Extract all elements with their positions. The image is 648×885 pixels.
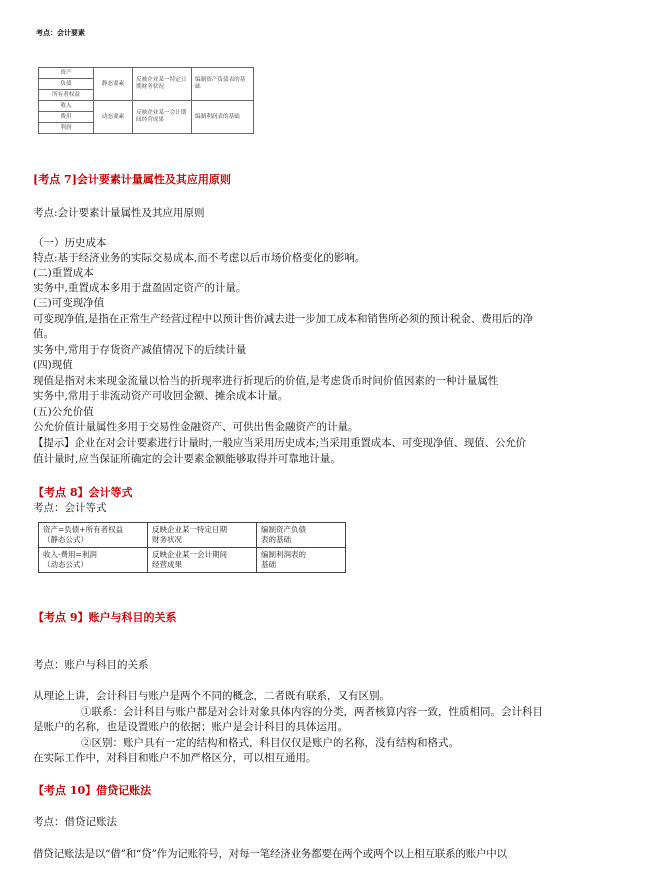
table-cell: 静态要素	[94, 68, 133, 101]
table-cell: 费用	[39, 112, 94, 123]
table-cell: 所有者权益	[39, 90, 94, 101]
table-cell: 负债	[39, 79, 94, 90]
text-line: 是账户的名称，也是设置账户的依据；账户是会计科目的具体运用。	[33, 721, 348, 733]
table-cell: 利润	[39, 123, 94, 134]
cell-line: 编制利润表的	[261, 550, 306, 559]
cell-line: 编制资产负债	[261, 525, 306, 534]
table-cell: 编制资产负债表的基础	[192, 68, 254, 101]
text-line: ①联系：会计科目与账户都是对会计对象具体内容的分类，两者核算内容一致，性质相同。会计科目	[81, 706, 543, 718]
table-cell: 动态要素	[94, 101, 133, 134]
text-line: 从理论上讲，会计科目与账户是两个不同的概念，二者既有联系，又有区别。	[33, 690, 390, 702]
table-cell	[257, 548, 346, 573]
text-line: (三)可变现净值	[33, 297, 105, 309]
section-sub-7: 考点:会计要素计量属性及其应用原则	[33, 207, 205, 219]
text-line: 公允价值计量属性多用于交易性金融资产、可供出售金融资产的计量。	[33, 421, 359, 433]
section-sub-8: 考点：会计等式	[33, 502, 107, 514]
table-cell	[39, 523, 148, 548]
cell-line: 表的基础	[261, 535, 291, 544]
cell-line: 财务状况	[152, 535, 182, 544]
cell-line: （动态公式）	[43, 560, 88, 569]
text-line: (四)现值	[33, 359, 73, 371]
section-heading-8: 【考点 8】会计等式	[33, 486, 133, 499]
cell-line: 经营成果	[152, 560, 182, 569]
cell-line: 反映企业某一特定日期	[152, 525, 227, 534]
section-heading-10: 【考点 10】借贷记账法	[33, 784, 152, 797]
cell-line: 收入-费用=利润	[43, 550, 97, 559]
text-line: 实务中,常用于存货资产减值情况下的后续计量	[33, 344, 247, 356]
table-cell	[39, 548, 148, 573]
text-line: 值。	[33, 328, 54, 340]
text-line: (二)重置成本	[33, 267, 94, 279]
text-line: ②区别：账户具有一定的结构和格式，科目仅仅是账户的名称，没有结构和格式。	[81, 737, 459, 749]
section-heading-9: 【考点 9】账户与科目的关系	[33, 611, 177, 624]
table-cell	[257, 523, 346, 548]
section-label: 考点：会计要素	[36, 28, 85, 37]
equation-table	[38, 522, 346, 573]
table-cell: 反映企业某一会计期间经营成果	[133, 101, 192, 134]
text-line: 特点:基于经济业务的实际交易成本,而不考虑以后市场价格变化的影响。	[33, 252, 366, 264]
cell-line: （静态公式）	[43, 535, 88, 544]
text-line: (五)公允价值	[33, 406, 94, 418]
section-heading-7: [考点 7]会计要素计量属性及其应用原则	[33, 173, 231, 186]
cell-line: 基础	[261, 560, 276, 569]
section-sub-10: 考点：借贷记账法	[33, 816, 117, 828]
cell-line: 资产=负债+所有者权益	[43, 525, 124, 534]
table-cell: 收入	[39, 101, 94, 112]
table-cell: 编制利润表的基础	[192, 101, 254, 134]
text-line: 借贷记账法是以“借”和“贷”作为记账符号，对每一笔经济业务都要在两个或两个以上相互联系的账户中以	[33, 848, 507, 860]
text-line: 现值是指对未来现金流量以恰当的折现率进行折现后的价值,是考虑货币时间价值因素的一种计量属性	[33, 375, 499, 387]
elements-table	[38, 67, 254, 134]
text-line: （一）历史成本	[33, 237, 107, 249]
table-cell: 反映企业某一特定日期财务状况	[133, 68, 192, 101]
text-line: 【提示】企业在对会计要素进行计量时,一般应当采用历史成本;当采用重置成本、可变现净值、现值、公允价	[33, 437, 527, 449]
text-line: 实务中,重置成本多用于盘盈固定资产的计量。	[33, 282, 247, 294]
text-line: 可变现净值,是指在正常生产经营过程中以预计售价减去进一步加工成本和销售所必须的预计税金、费用后的净	[33, 313, 533, 325]
text-line: 实务中,常用于非流动资产可收回金额、摊余成本计量。	[33, 390, 289, 402]
table-cell: 资产	[39, 68, 94, 79]
text-line: 在实际工作中，对科目和账户不加严格区分，可以相互通用。	[33, 752, 317, 764]
cell-line: 反映企业某一会计期间	[152, 550, 227, 559]
text-line: 值计量时,应当保证所确定的会计要素金额能够取得并可靠地计量。	[33, 453, 341, 465]
table-cell	[148, 548, 257, 573]
section-sub-9: 考点：账户与科目的关系	[33, 659, 149, 671]
table-cell	[148, 523, 257, 548]
